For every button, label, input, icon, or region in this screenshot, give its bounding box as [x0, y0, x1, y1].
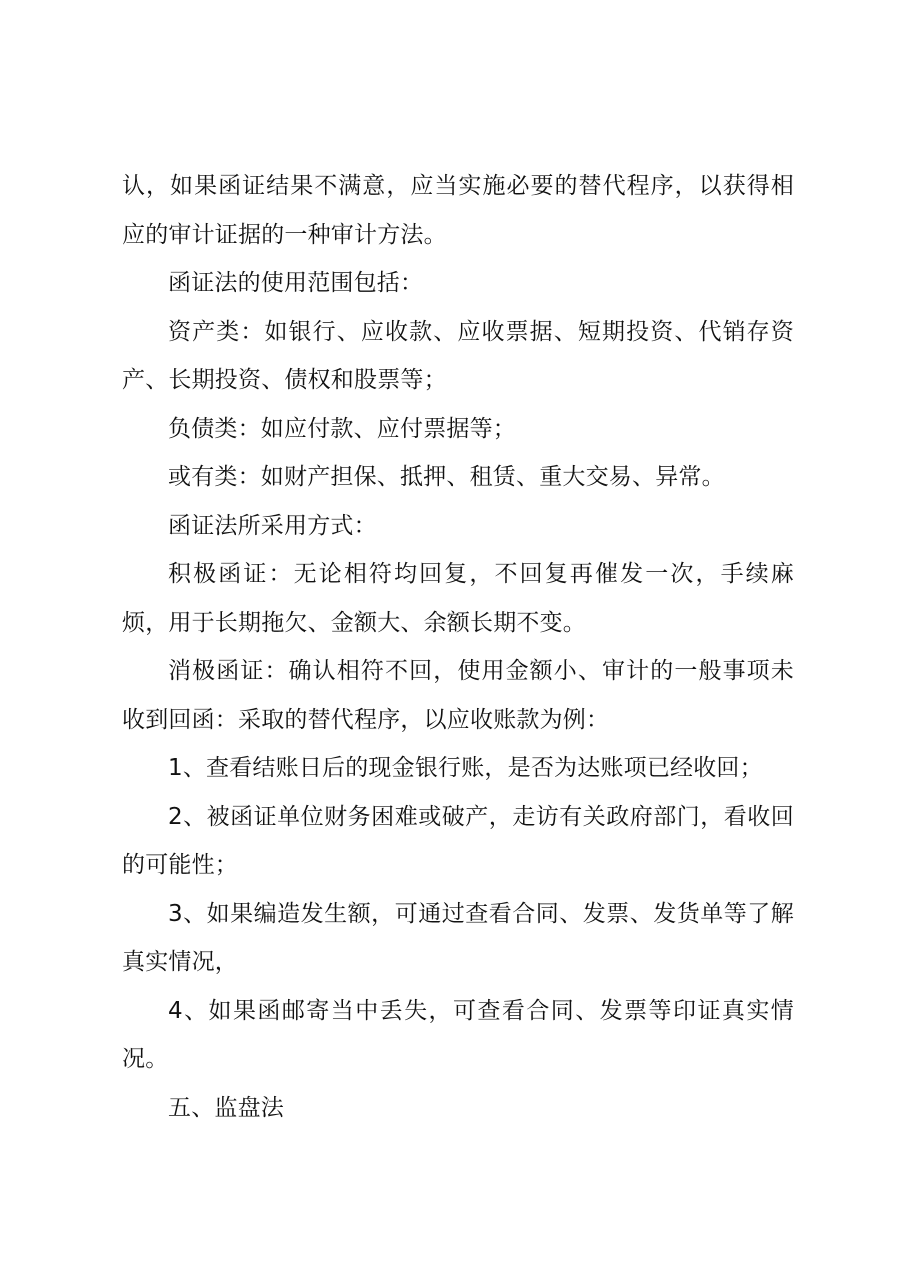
paragraph-liabilities: 负债类：如应付款、应付票据等； — [168, 415, 516, 442]
paragraph-scope-heading: 函证法的使用范围包括： — [168, 270, 424, 296]
paragraph-contingent: 或有类：如财产担保、抵押、租赁、重大交易、异常。 — [168, 464, 725, 490]
paragraph-step-3: 3、如果编造发生额，可通过查看合同、发票、发货单等了解真实情况， — [122, 900, 794, 975]
paragraph-step-4: 4、如果函邮寄当中丢失，可查看合同、发票等印证真实情况。 — [122, 997, 794, 1072]
paragraph-continuation: 认，如果函证结果不满意，应当实施必要的替代程序，以获得相应的审计证据的一种审计方法。 — [122, 173, 794, 248]
document-page — [122, 162, 794, 1132]
paragraph-positive-confirmation: 积极函证：无论相符均回复，不回复再催发一次，手续麻烦，用于长期拖欠、金额大、余额长期不变。 — [122, 561, 794, 636]
section-heading-inventory-observation: 五、监盘法 — [168, 1094, 284, 1121]
paragraph-negative-confirmation: 消极函证：确认相符不回，使用金额小、审计的一般事项未收到回函：采取的替代程序，以应收账款为例： — [122, 658, 794, 733]
paragraph-step-2: 2、被函证单位财务困难或破产，走访有关政府部门，看收回的可能性； — [122, 803, 794, 878]
paragraph-methods-heading: 函证法所采用方式： — [168, 512, 377, 539]
paragraph-assets: 资产类：如银行、应收款、应收票据、短期投资、代销存资产、长期投资、债权和股票等； — [122, 318, 794, 393]
paragraph-step-1: 1、查看结账日后的现金银行账，是否为达账项已经收回； — [168, 755, 763, 781]
